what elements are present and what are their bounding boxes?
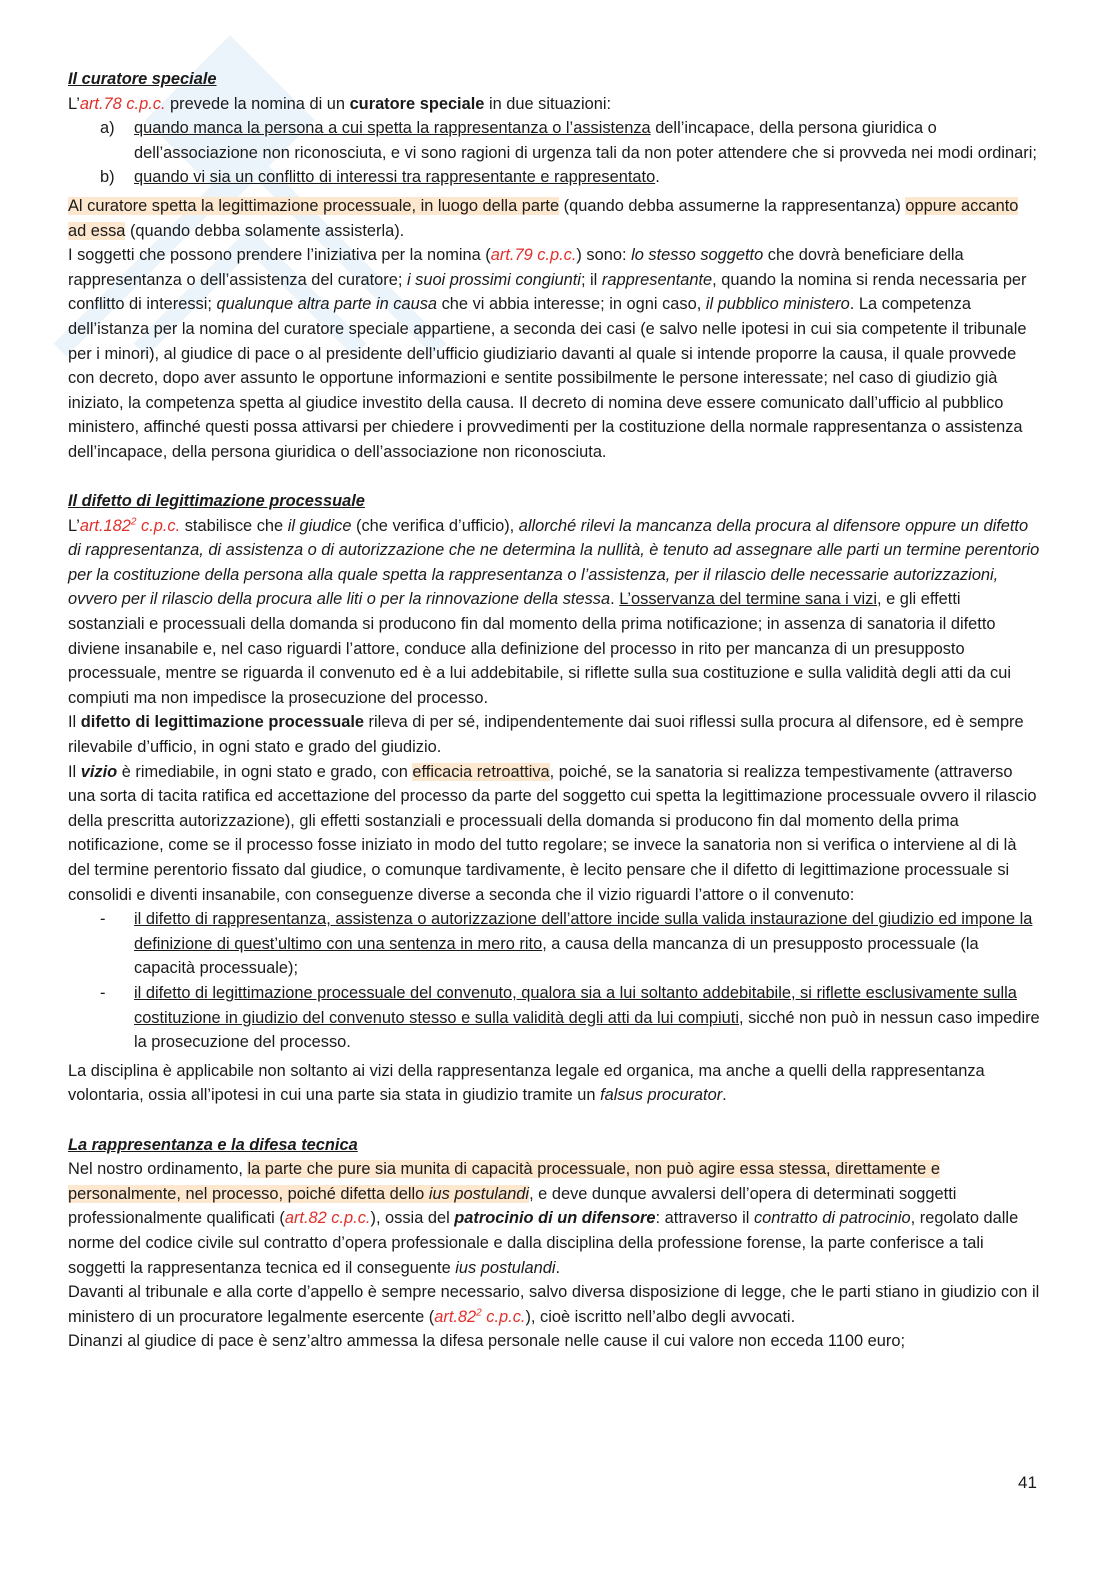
- list-marker: -: [100, 910, 106, 929]
- text: , e deve dunque avvalersi dell’opera di determinati soggetti professionalmente qualificati (: [68, 1184, 957, 1228]
- list-marker: -: [100, 983, 106, 1002]
- list-item: [68, 907, 1040, 981]
- paragraph: Dinanzi al giudice di pace è senz’altro ammessa la difesa personale nelle cause il cui valore non ecceda 1100 euro;: [68, 1332, 906, 1351]
- italic-text: i suoi prossimi congiunti: [406, 270, 581, 289]
- text: Il: [68, 762, 81, 781]
- italic-text: il pubblico ministero: [705, 295, 850, 314]
- underlined-text: quando vi sia un conflitto di interessi tra rappresentante e rappresentato: [134, 168, 656, 187]
- text: La disciplina è applicabile non soltanto ai vizi della rappresentanza legale ed organica, ma anche a quelli della rappresentanza volontaria, ossia all’ipotesi in cui una parte sia stata in giudizio tramite un: [68, 1061, 985, 1105]
- paragraph: [68, 1157, 1040, 1280]
- text: (quando debba solamente assisterla).: [125, 221, 405, 240]
- text: prevede la nomina di un: [165, 94, 350, 113]
- situations-list: [68, 116, 1040, 190]
- italic-text: contratto di patrocinio: [753, 1209, 911, 1228]
- paragraph: [68, 243, 1040, 464]
- text: I soggetti che possono prendere l’iniziativa per la nomina (: [68, 246, 491, 265]
- highlighted-text: oppure accanto ad essa: [68, 196, 1019, 240]
- italic-text: lo stesso soggetto: [631, 246, 764, 265]
- text: , a causa della mancanza di un presupposto processuale (la capacità processuale);: [134, 934, 979, 978]
- bold-term: difetto di legittimazione processuale: [80, 713, 364, 732]
- paragraph: [68, 514, 1040, 711]
- paragraph: [68, 92, 1040, 117]
- highlighted-text: la parte che pure sia munita di capacità processuale, non può agire essa stessa, direttamente e personalmente, nel processo, poiché difetta dello: [68, 1160, 940, 1203]
- text: : attraverso il: [655, 1209, 754, 1228]
- text: , quando la nomina si renda necessaria per conflitto di interessi;: [68, 270, 1027, 314]
- article-superscript: 2: [130, 516, 137, 528]
- text: che vi abbia interesse; in ogni caso,: [437, 295, 706, 314]
- underlined-text: il difetto di legittimazione processuale del convenuto, qualora sia a lui soltanto addebitabile, si riflette esclusivamente sulla costituzione in giudizio del convenuto stesso e sulla validità degli atti da lui compiuti: [134, 983, 1017, 1027]
- text: Nel nostro ordinamento,: [68, 1160, 248, 1179]
- text: ), ossia del: [370, 1209, 455, 1228]
- text: ) sono:: [576, 246, 632, 265]
- bold-term: curatore speciale: [349, 94, 485, 113]
- section-heading-rappresentanza: La rappresentanza e la difesa tecnica: [68, 1135, 358, 1154]
- list-item: [68, 116, 1040, 165]
- bold-italic-term: vizio: [80, 762, 118, 781]
- text: che dovrà beneficiare della rappresentanza o dell’assistenza del curatore;: [68, 246, 964, 289]
- article-reference: art.78 c.p.c.: [79, 94, 166, 113]
- text: .: [555, 1258, 561, 1277]
- list-item: [68, 981, 1040, 1055]
- article-reference: art.82 c.p.c.: [284, 1209, 371, 1228]
- text: . La competenza dell’istanza per la nomina del curatore speciale appartiene, a seconda dei casi (e salvo nelle ipotesi in cui sia competente il tribunale per i minori), al giudice di pace o al presidente dell’ufficio giudiziario davanti al quale si intende proporre la causa, il quale provvede con decreto, dopo aver assunto le opportune informazioni e sentite possibilmente le persone interessate; nel caso di giudizio già iniziato, la competenza spetta al giudice investito della causa. Il decreto di nomina deve essere comunicato dall’ufficio al pubblico ministero, affinché questi possa attivarsi per chiedere i provvedimenti per la costituzione della normale rappresentanza o assistenza dell’incapace, della persona giuridica o dell’associazione non riconosciuta.: [68, 295, 1027, 461]
- text: dell’incapace, della persona giuridica o dell’associazione non riconosciuta, e vi sono ragioni di urgenza tali da non poter attendere che si provveda nei modi ordinari;: [134, 119, 1037, 162]
- text: ), cioè iscritto nell’albo degli avvocati.: [525, 1307, 796, 1326]
- highlighted-text: Al curatore spetta la legittimazione processuale, in luogo della parte: [68, 196, 560, 215]
- list-marker: a): [100, 119, 115, 138]
- text: Il: [68, 713, 81, 732]
- text: .: [655, 168, 660, 187]
- text: L’: [68, 516, 80, 535]
- text: , sicché non può in nessun caso impedire la prosecuzione del processo.: [134, 1008, 1040, 1052]
- document-body: [68, 67, 1040, 1354]
- highlighted-text: efficacia retroattiva: [412, 762, 550, 781]
- article-superscript: 2: [476, 1307, 482, 1319]
- italic-text: rappresentante: [601, 270, 713, 289]
- page-number: 41: [1018, 1473, 1037, 1492]
- text: , regolato dalle norme del codice civile sul contratto d’opera professionale e dalla disciplina della professione forense, la parte conferisce a tali soggetti la rappresentanza tecnica ed il conseguente: [68, 1209, 1019, 1277]
- list-item: [68, 165, 1040, 190]
- text: stabilisce che: [180, 516, 288, 535]
- text: L’: [68, 94, 80, 113]
- text: è rimediabile, in ogni stato e grado, con: [117, 762, 413, 781]
- paragraph: [68, 194, 1040, 243]
- text: , e gli effetti sostanziali e processuali della domanda si producono fin dal momento della prima notificazione; in assenza di sanatoria il difetto diviene insanabile e, nel caso riguardi l’attore, conduce alla definizione del processo in rito per mancanza di un presupposto processuale, mentre se riguarda il convenuto ed è a lui addebitabile, si riflette sulla sua costituzione e sulla validità degli atti da cui compiuti ma non impedisce la prosecuzione del processo.: [68, 590, 1012, 707]
- article-number: art.182: [79, 516, 131, 535]
- paragraph: [68, 1059, 1040, 1108]
- text: rileva di per sé, indipendentemente dai suoi riflessi sulla procura al difensore, ed è sempre rilevabile d’ufficio, in ogni stato e grado del giudizio.: [68, 713, 1024, 757]
- text: Davanti al tribunale e alla corte d’appello è sempre necessario, salvo diversa disposizione di legge, che le parti stiano in giudizio con il ministero di un procuratore legalmente esercente (: [68, 1283, 1040, 1326]
- article-code: c.p.c.: [136, 516, 181, 535]
- italic-text: il giudice: [287, 516, 352, 535]
- text: (che verifica d’ufficio),: [351, 516, 519, 535]
- paragraph: [68, 760, 1040, 908]
- underlined-text: L’osservanza del termine sana i vizi: [619, 590, 878, 609]
- section-heading-difetto: Il difetto di legittimazione processuale: [68, 492, 365, 511]
- text: .: [722, 1086, 727, 1105]
- italic-text: ius postulandi: [455, 1258, 556, 1277]
- paragraph: [68, 1280, 1040, 1329]
- article-reference: [434, 1308, 525, 1326]
- list-marker: b): [100, 168, 115, 187]
- italic-text: allorché rilevi la mancanza della procura al difensore oppure un difetto di rappresentanza, di assistenza o di autorizzazione che ne determina la nullità, è tenuto ad assegnare alle parti un termine perentorio per la costituzione della persona alla quale spetta la rappresentanza o l’assistenza, per il rilascio delle necessarie autorizzazioni, ovvero per il rilascio della procura alle liti o per la rinnovazione della stessa: [68, 516, 1040, 609]
- underlined-text: quando manca la persona a cui spetta la rappresentanza o l’assistenza: [134, 119, 651, 138]
- italic-text: falsus procurator: [600, 1086, 723, 1105]
- italic-text: qualunque altra parte in causa: [216, 295, 438, 314]
- text: .: [610, 590, 620, 609]
- article-code: c.p.c.: [481, 1307, 526, 1326]
- consequences-list: [68, 907, 1040, 1055]
- underlined-text: il difetto di rappresentanza, assistenza o autorizzazione dell’attore incide sulla valida instaurazione del giudizio ed impone la definizione di quest’ultimo con una sentenza in mero rito: [134, 910, 1033, 953]
- text: ; il: [580, 270, 602, 289]
- text: , poiché, se la sanatoria si realizza tempestivamente (attraverso una sorta di tacita ratifica ed accettazione del processo da parte del soggetto cui spetta la legittimazione processuale ovvero il rilascio della prescritta autorizzazione), gli effetti sostanziali e processuali della domanda si producono fin dal momento della prima notificazione, come se il processo fosse iniziato in modo del tutto regolare; se invece la sanatoria non si verifica o interviene al di là del termine perentorio fissato dal giudice, o comunque tardivamente, è lecito pensare che il difetto di legittimazione processuale si consolidi e diventi insanabile, con conseguenze diverse a seconda che il vizio riguardi l’attore o il convenuto:: [68, 762, 1037, 904]
- article-reference: [80, 517, 180, 535]
- article-reference: art.79 c.p.c.: [490, 246, 577, 265]
- article-number: art.82: [434, 1307, 477, 1326]
- highlighted-italic-text: ius postulandi: [428, 1184, 530, 1203]
- paragraph: [68, 710, 1040, 759]
- text: in due situazioni:: [484, 94, 612, 113]
- bold-italic-term: patrocinio di un difensore: [454, 1209, 656, 1228]
- section-heading-curatore: Il curatore speciale: [68, 70, 217, 88]
- text: (quando debba assumerne la rappresentanza): [559, 196, 906, 215]
